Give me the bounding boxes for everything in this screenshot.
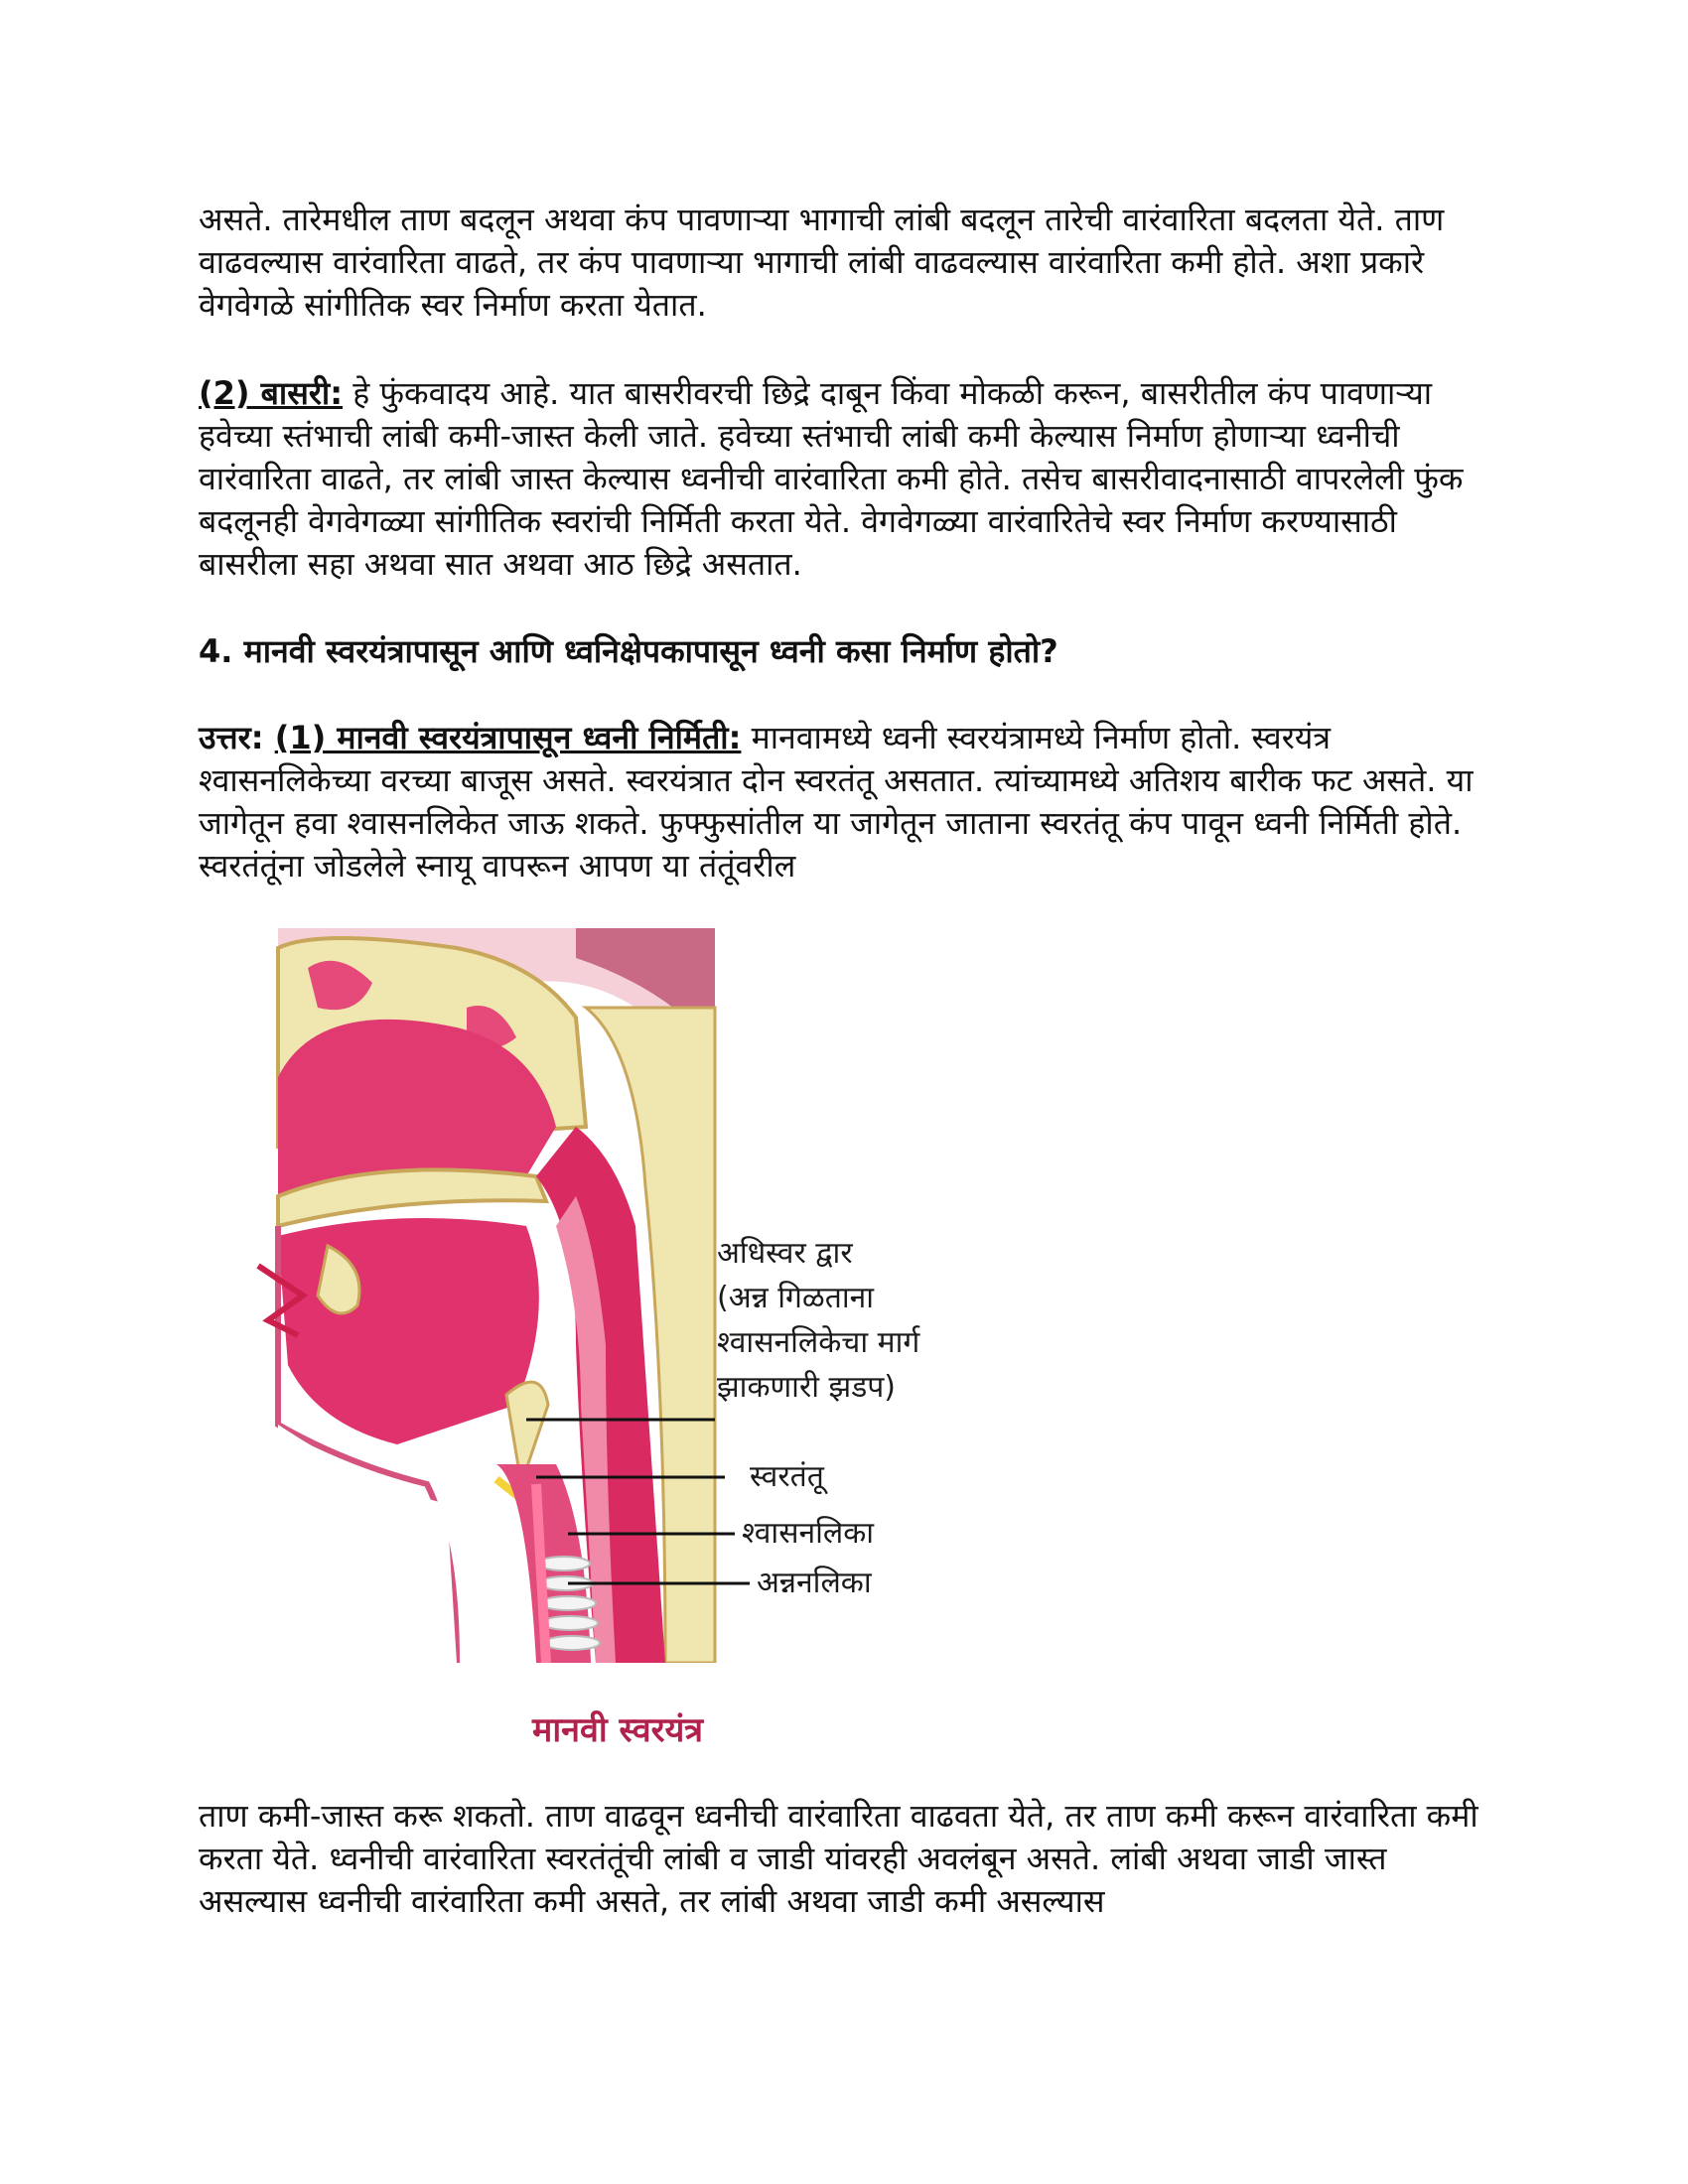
label-epiglottis-line2: (अन्न गिळताना: [717, 1281, 875, 1315]
larynx-figure: [199, 928, 993, 1663]
flute-text: हे फुंकवादय आहे. यात बासरीवरची छिद्रे दाबून किंवा मोकळी करून, बासरीतील कंप पावणाऱ्या हवेच्या स्तंभाची लांबी कमी-जास्त केली जाते. हवेच्या स्तंभाची लांबी कमी केल्यास निर्माण होणाऱ्या ध्वनीची वारंवारिता वाढते, तर लांबी जास्त केल्यास ध्वनीची वारंवारिता कमी होते. तसेच बासरीवादनासाठी वापरलेली फुंक बदलूनही वेगवेगळ्या सांगीतिक स्वरांची निर्मिती करता येते. वेगवेगळ्या वारंवारितेचे स्वर निर्माण करण्यासाठी बासरीला सहा अथवा सात अथवा आठ छिद्रे असतात.: [199, 374, 1464, 583]
intro-text: असते. तारेमधील ताण बदलून अथवा कंप पावणाऱ्या भागाची लांबी बदलून तारेची वारंवारिता बदलता येते. ताण वाढवल्यास वारंवारिता वाढते, तर कंप पावणाऱ्या भागाची लांबी वाढवल्यास वारंवारिता कमी होते. अशा प्रकारे वेगवेगळे सांगीतिक स्वर निर्माण करता येतात.: [199, 201, 1445, 324]
label-epiglottis-line3: श्वासनलिकेचा मार्ग: [717, 1325, 920, 1360]
intro-paragraph: [199, 199, 1489, 327]
label-vocal-cords: स्वरतंतू: [750, 1459, 824, 1494]
answer-heading: (1) मानवी स्वरयंत्रापासून ध्वनी निर्मिती:: [274, 719, 742, 756]
answer-prefix: उत्तर:: [199, 719, 275, 756]
label-epiglottis-line4: झाकणारी झडप): [717, 1370, 897, 1405]
answer-paragraph: [199, 717, 1489, 887]
flute-heading: (2) बासरी:: [199, 374, 344, 412]
closing-text: ताण कमी-जास्त करू शकतो. ताण वाढवून ध्वनीची वारंवारिता वाढवता येते, तर ताण कमी करून वारंवारिता कमी करता येते. ध्वनीची वारंवारिता स्वरतंतूंची लांबी व जाडी यांवरही अवलंबून असते. लांबी अथवा जाडी जास्त असल्यास ध्वनीची वारंवारिता कमी असते, तर लांबी अथवा जाडी कमी असल्यास: [199, 1797, 1478, 1920]
answer-text: मानवामध्ये ध्वनी स्वरयंत्रामध्ये निर्माण होतो. स्वरयंत्र श्वासनलिकेच्या वरच्या बाजूस असते. स्वरयंत्रात दोन स्वरतंतू असतात. त्यांच्यामध्ये अतिशय बारीक फट असते. या जागेतून हवा श्वासनलिकेत जाऊ शकते. फुफ्फुसांतील या जागेतून जाताना स्वरतंतू कंप पावून ध्वनी निर्मिती होते. स्वरतंतूंना जोडलेले स्नायू वापरून आपण या तंतूंवरील: [199, 719, 1474, 885]
flute-paragraph: [199, 372, 1489, 586]
figure-caption: मानवी स्वरयंत्र: [532, 1710, 704, 1750]
closing-paragraph: [199, 1795, 1489, 1923]
question-heading: 4. मानवी स्वरयंत्रापासून आणि ध्वनिक्षेपकापासून ध्वनी कसा निर्माण होतो?: [199, 632, 1058, 670]
label-esophagus: अन्ननलिका: [757, 1566, 872, 1600]
label-epiglottis-line1: अधिस्वर द्वार: [717, 1236, 853, 1271]
label-trachea: श्वासनलिका: [742, 1516, 875, 1551]
